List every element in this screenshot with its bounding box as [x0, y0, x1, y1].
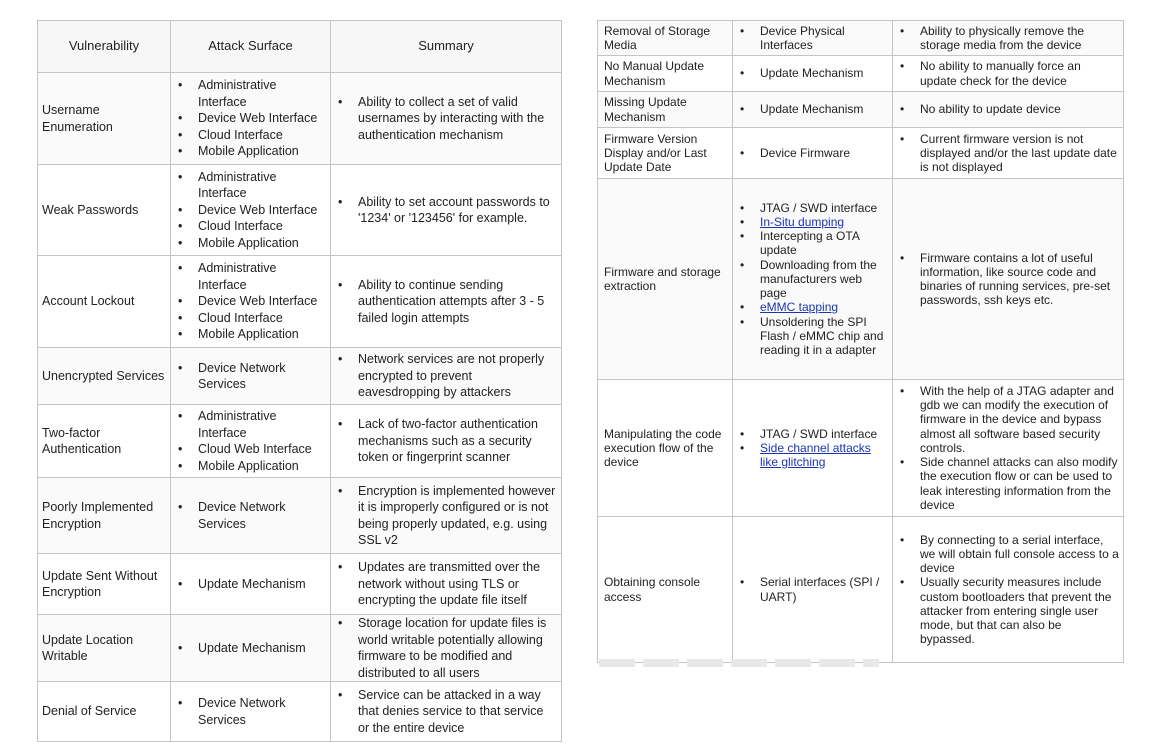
vulnerability-cell: Firmware and storage extraction	[598, 179, 733, 380]
table-row	[38, 405, 562, 478]
table-row	[38, 256, 562, 348]
summary-list	[893, 102, 1123, 116]
attack-surface-list	[733, 102, 892, 116]
attack-surface-cell	[171, 554, 331, 615]
attack-surface-item: • Administrative Interface	[171, 77, 326, 110]
attack-surface-list	[171, 576, 330, 593]
attack-surface-list	[171, 260, 330, 343]
header-attack-surface: Attack Surface	[171, 21, 331, 73]
attack-surface-cell	[733, 56, 893, 92]
attack-surface-link[interactable]: Side channel attacks like glitching	[760, 440, 871, 470]
attack-surface-list	[171, 408, 330, 474]
table-row	[598, 128, 1124, 179]
table-row	[38, 554, 562, 615]
attack-surface-item: • Device Network Services	[171, 499, 326, 532]
attack-surface-cell	[171, 405, 331, 478]
attack-surface-item: • Update Mechanism	[171, 640, 326, 657]
table-row	[38, 615, 562, 682]
attack-surface-link[interactable]: eMMC tapping	[760, 300, 839, 315]
summary-item: • By connecting to a serial interface, we will obtain full console access to a device	[893, 533, 1119, 576]
summary-item: • Service can be attacked in a way that denies service to that service or the entire device	[331, 687, 557, 737]
table-row	[38, 478, 562, 554]
summary-list	[893, 132, 1123, 175]
header-summary: Summary	[331, 21, 562, 73]
summary-list	[893, 24, 1123, 52]
attack-surface-list	[733, 66, 892, 80]
summary-item: • Ability to continue sending authentication attempts after 3 - 5 failed login attempts	[331, 277, 557, 327]
vulnerability-table-right	[597, 20, 1124, 663]
attack-surface-list	[733, 146, 892, 160]
attack-surface-item	[733, 215, 888, 229]
summary-cell	[893, 179, 1124, 380]
attack-surface-item: • Mobile Application	[171, 326, 326, 343]
table-row	[598, 517, 1124, 663]
summary-item: • Current firmware version is not displayed and/or the last update date is not displayed	[893, 132, 1119, 175]
summary-cell	[893, 517, 1124, 663]
attack-surface-item: • Serial interfaces (SPI / UART)	[733, 575, 888, 603]
summary-item: • Firmware contains a lot of useful information, like source code and binaries of running services, pre-set passwords, ssh keys etc.	[893, 251, 1119, 308]
vulnerability-cell: Account Lockout	[38, 256, 171, 348]
table-row	[38, 682, 562, 742]
attack-surface-item: • Device Web Interface	[171, 293, 326, 310]
attack-surface-list	[733, 575, 892, 603]
summary-cell	[331, 256, 562, 348]
attack-surface-item: • Cloud Interface	[171, 310, 326, 327]
summary-cell	[331, 615, 562, 682]
vulnerability-cell: Missing Update Mechanism	[598, 92, 733, 128]
vulnerability-cell: Firmware Version Display and/or Last Update Date	[598, 128, 733, 179]
attack-surface-item: • Cloud Interface	[171, 218, 326, 235]
attack-surface-item: • Update Mechanism	[171, 576, 326, 593]
attack-surface-item	[733, 300, 888, 314]
summary-list	[893, 59, 1123, 87]
summary-item: • Usually security measures include custom bootloaders that prevent the attacker from entering single user mode, but that can also be bypassed.	[893, 575, 1119, 646]
attack-surface-item: • Device Physical Interfaces	[733, 24, 888, 52]
attack-surface-list	[171, 640, 330, 657]
vulnerability-cell: Update Sent Without Encryption	[38, 554, 171, 615]
summary-list	[893, 533, 1123, 647]
faint-footer-text	[599, 659, 879, 667]
summary-list	[331, 615, 561, 681]
attack-surface-list	[171, 169, 330, 252]
attack-surface-item: • Administrative Interface	[171, 260, 326, 293]
attack-surface-cell	[733, 21, 893, 56]
summary-item: • Side channel attacks can also modify the execution flow or can be used to leak interesting information from the device	[893, 455, 1119, 512]
summary-cell	[331, 73, 562, 165]
attack-surface-link[interactable]: In-Situ dumping	[760, 215, 845, 230]
attack-surface-cell	[171, 478, 331, 554]
attack-surface-item: • Cloud Web Interface	[171, 441, 326, 458]
attack-surface-item: • JTAG / SWD interface	[733, 427, 888, 441]
attack-surface-cell	[733, 128, 893, 179]
summary-item: • Storage location for update files is world writable potentially allowing firmware to be modified and distributed to all users	[331, 615, 557, 681]
attack-surface-cell	[171, 73, 331, 165]
vulnerability-cell: Weak Passwords	[38, 165, 171, 256]
attack-surface-item: • Device Network Services	[171, 695, 326, 728]
attack-surface-item: • JTAG / SWD interface	[733, 201, 888, 215]
attack-surface-item: • Device Web Interface	[171, 110, 326, 127]
attack-surface-item: • Downloading from the manufacturers web page	[733, 258, 888, 301]
table-body	[598, 21, 1124, 663]
summary-list	[331, 194, 561, 227]
summary-item: • Ability to collect a set of valid usernames by interacting with the authentication mechanism	[331, 94, 557, 144]
attack-surface-item: • Mobile Application	[171, 458, 326, 475]
table-row	[598, 92, 1124, 128]
attack-surface-cell	[733, 380, 893, 517]
attack-surface-item: • Device Network Services	[171, 360, 326, 393]
table-body	[38, 73, 562, 742]
table-header	[38, 21, 562, 73]
attack-surface-cell	[733, 92, 893, 128]
summary-cell	[331, 165, 562, 256]
header-vulnerability: Vulnerability	[38, 21, 171, 73]
attack-surface-cell	[171, 615, 331, 682]
summary-item: • Ability to physically remove the storage media from the device	[893, 24, 1119, 52]
vulnerability-cell: Removal of Storage Media	[598, 21, 733, 56]
summary-cell	[331, 682, 562, 742]
vulnerability-cell: Obtaining console access	[598, 517, 733, 663]
summary-list	[893, 251, 1123, 308]
attack-surface-item: • Intercepting a OTA update	[733, 229, 888, 257]
attack-surface-item: • Unsoldering the SPI Flash / eMMC chip and reading it in a adapter	[733, 315, 888, 358]
summary-item: • Encryption is implemented however it is improperly configured or is not being properly updated, e.g. using SSL v2	[331, 483, 557, 549]
summary-list	[893, 384, 1123, 512]
summary-list	[331, 94, 561, 144]
attack-surface-item: • Administrative Interface	[171, 169, 326, 202]
vulnerability-table-left	[37, 20, 562, 742]
vulnerability-cell: Update Location Writable	[38, 615, 171, 682]
summary-list	[331, 277, 561, 327]
table-row	[38, 165, 562, 256]
summary-cell	[331, 554, 562, 615]
summary-cell	[331, 348, 562, 405]
attack-surface-cell	[733, 517, 893, 663]
attack-surface-cell	[171, 348, 331, 405]
summary-cell	[893, 56, 1124, 92]
attack-surface-item: • Update Mechanism	[733, 66, 888, 80]
summary-item: • No ability to manually force an update check for the device	[893, 59, 1119, 87]
vulnerability-cell: Denial of Service	[38, 682, 171, 742]
vulnerability-cell: Unencrypted Services	[38, 348, 171, 405]
attack-surface-cell	[171, 682, 331, 742]
attack-surface-item: • Update Mechanism	[733, 102, 888, 116]
vulnerability-cell: Poorly Implemented Encryption	[38, 478, 171, 554]
summary-item: • Ability to set account passwords to '1234' or '123456' for example.	[331, 194, 557, 227]
attack-surface-item	[733, 441, 888, 469]
attack-surface-list	[171, 695, 330, 728]
summary-list	[331, 483, 561, 549]
summary-list	[331, 351, 561, 401]
attack-surface-cell	[171, 256, 331, 348]
summary-item: • With the help of a JTAG adapter and gdb we can modify the execution of firmware in the device and bypass almost all software based security controls.	[893, 384, 1119, 455]
summary-cell	[893, 380, 1124, 517]
summary-cell	[331, 478, 562, 554]
summary-cell	[893, 92, 1124, 128]
summary-cell	[331, 405, 562, 478]
table-row	[38, 348, 562, 405]
summary-list	[331, 687, 561, 737]
attack-surface-item: • Cloud Interface	[171, 127, 326, 144]
attack-surface-item: • Mobile Application	[171, 235, 326, 252]
attack-surface-item: • Device Firmware	[733, 146, 888, 160]
summary-cell	[893, 128, 1124, 179]
attack-surface-item: • Administrative Interface	[171, 408, 326, 441]
vulnerability-cell: No Manual Update Mechanism	[598, 56, 733, 92]
attack-surface-cell	[171, 165, 331, 256]
attack-surface-list	[171, 360, 330, 393]
vulnerability-cell: Manipulating the code execution flow of the device	[598, 380, 733, 517]
summary-list	[331, 416, 561, 466]
summary-cell	[893, 21, 1124, 56]
attack-surface-list	[733, 24, 892, 52]
attack-surface-item: • Device Web Interface	[171, 202, 326, 219]
vulnerability-cell: Username Enumeration	[38, 73, 171, 165]
attack-surface-item: • Mobile Application	[171, 143, 326, 160]
attack-surface-cell	[733, 179, 893, 380]
table-row	[38, 73, 562, 165]
table-row	[598, 380, 1124, 517]
summary-list	[331, 559, 561, 609]
summary-item: • No ability to update device	[893, 102, 1119, 116]
table-row	[598, 179, 1124, 380]
vulnerability-cell: Two-factor Authentication	[38, 405, 171, 478]
attack-surface-list	[171, 77, 330, 160]
attack-surface-list	[733, 427, 892, 470]
summary-item: • Network services are not properly encrypted to prevent eavesdropping by attackers	[331, 351, 557, 401]
attack-surface-list	[171, 499, 330, 532]
summary-item: • Lack of two-factor authentication mechanisms such as a security token or fingerprint scanner	[331, 416, 557, 466]
table-row	[598, 21, 1124, 56]
summary-item: • Updates are transmitted over the network without using TLS or encrypting the update file itself	[331, 559, 557, 609]
table-row	[598, 56, 1124, 92]
attack-surface-list	[733, 201, 892, 357]
